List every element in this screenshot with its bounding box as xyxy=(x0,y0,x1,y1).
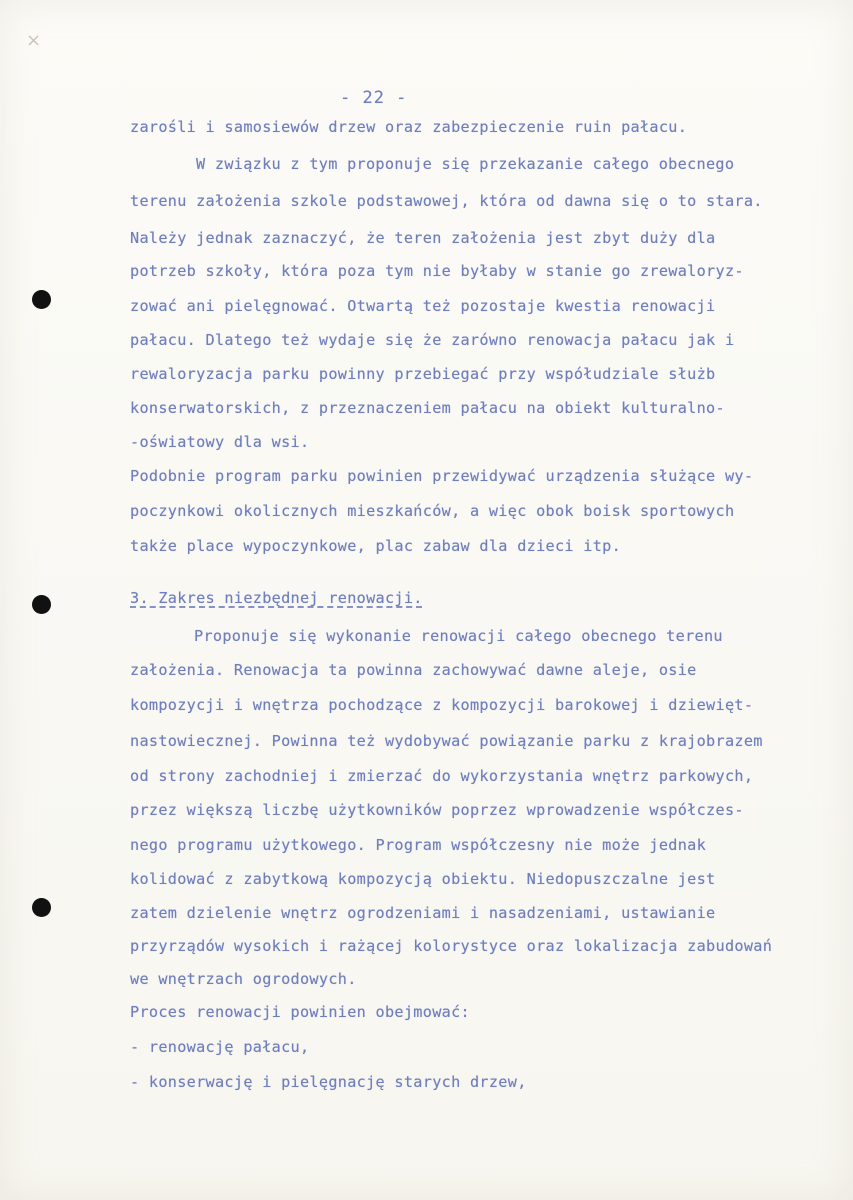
text-line: nastowiecznej. Powinna też wydobywać powiązanie parku z krajobrazem xyxy=(130,732,763,750)
text-line: nego programu użytkowego. Program współczesny nie może jednak xyxy=(130,836,707,854)
corner-mark: × xyxy=(26,30,42,51)
punch-hole xyxy=(32,290,51,309)
text-line: we wnętrzach ogrodowych. xyxy=(130,970,357,988)
text-line: zować ani pielęgnować. Otwartą też pozostaje kwestia renowacji xyxy=(130,297,716,315)
section-heading: 3. Zakres niezbędnej renowacji. xyxy=(130,589,423,607)
punch-hole xyxy=(32,898,51,917)
text-line: przez większą liczbę użytkowników poprzez wprowadzenie współczes- xyxy=(130,801,744,819)
text-line: Należy jednak zaznaczyć, że teren założenia jest zbyt duży dla xyxy=(130,229,716,247)
punch-hole xyxy=(32,595,51,614)
list-item: - renowację pałacu, xyxy=(130,1038,310,1056)
text-line: -oświatowy dla wsi. xyxy=(130,433,310,451)
page-number: - 22 - xyxy=(340,88,408,108)
text-line: Proponuje się wykonanie renowacji całego obecnego terenu xyxy=(194,627,723,645)
text-line: pałacu. Dlatego też wydaje się że zarówno renowacja pałacu jak i xyxy=(130,331,735,349)
text-line: potrzeb szkoły, która poza tym nie byłaby w stanie go zrewaloryz- xyxy=(130,262,744,280)
text-line: kompozycji i wnętrza pochodzące z kompozycji barokowej i dziewięt- xyxy=(130,696,754,714)
text-line: od strony zachodniej i zmierzać do wykorzystania wnętrz parkowych, xyxy=(130,767,754,785)
text-line: konserwatorskich, z przeznaczeniem pałacu na obiekt kulturalno- xyxy=(130,399,725,417)
list-item: - konserwację i pielęgnację starych drzew, xyxy=(130,1073,527,1091)
text-line: Podobnie program parku powinien przewidywać urządzenia służące wy- xyxy=(130,467,754,485)
text-line: rewaloryzacja parku powinny przebiegać przy współudziale służb xyxy=(130,365,716,383)
text-line: założenia. Renowacja ta powinna zachowywać dawne aleje, osie xyxy=(130,661,697,679)
text-line: kolidować z zabytkową kompozycją obiektu. Niedopuszczalne jest xyxy=(130,870,716,888)
text-line: zatem dzielenie wnętrz ogrodzeniami i nasadzeniami, ustawianie xyxy=(130,904,716,922)
text-line: także place wypoczynkowe, plac zabaw dla dzieci itp. xyxy=(130,537,622,555)
text-line: W związku z tym proponuje się przekazanie całego obecnego xyxy=(196,155,735,173)
text-line: Proces renowacji powinien obejmować: xyxy=(130,1003,470,1021)
text-line: zarośli i samosiewów drzew oraz zabezpieczenie ruin pałacu. xyxy=(130,118,688,136)
text-line: przyrządów wysokich i rażącej kolorystyce oraz lokalizacja zabudowań xyxy=(130,937,773,955)
text-line: terenu założenia szkole podstawowej, która od dawna się o to stara. xyxy=(130,192,763,210)
text-line: poczynkowi okolicznych mieszkańców, a więc obok boisk sportowych xyxy=(130,502,735,520)
